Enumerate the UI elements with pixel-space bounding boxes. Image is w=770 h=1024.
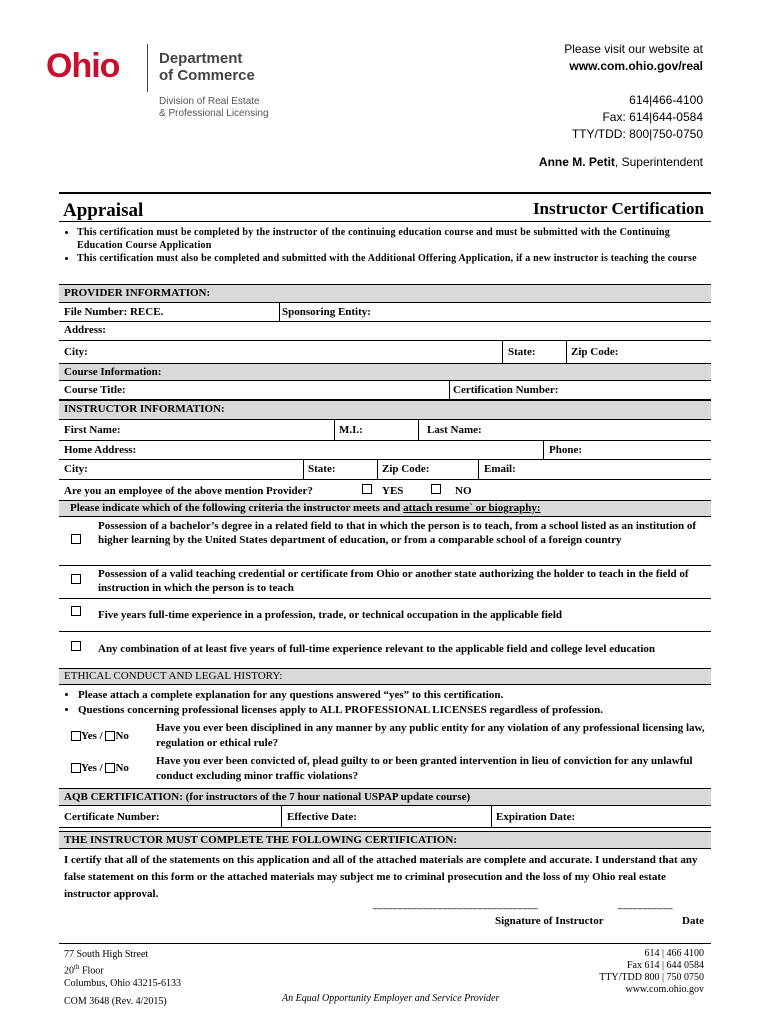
footer-contact (599, 948, 704, 996)
q1-text: Have you ever been disciplined in any manner by any public entity for any violation of any professional licensing law, regulation or ethical rule? (156, 722, 705, 749)
division-line2: & Professional Licensing (159, 108, 269, 119)
date-line[interactable]: ___________ (618, 900, 673, 910)
effective-date-label[interactable]: Effective Date: (287, 811, 357, 823)
website-url[interactable]: www.com.ohio.gov/real (569, 59, 703, 73)
signature-label: Signature of Instructor (495, 915, 604, 927)
criterion-2-text: Possession of a valid teaching credential or certificate from Ohio or another state authorizing the holder to teach in the field of instruction in which the person is to teach (98, 568, 689, 594)
contact-block (539, 41, 703, 171)
contact-fax: Fax: 614|644-0584 (602, 110, 703, 124)
q2-no-label: No (115, 762, 129, 774)
criterion-3-checkbox[interactable] (71, 606, 81, 616)
certification-section-header: THE INSTRUCTOR MUST COMPLETE THE FOLLOWING CERTIFICATION: (59, 831, 711, 849)
provider-address-label[interactable]: Address: (64, 324, 106, 336)
criteria-header-text: Please indicate which of the following criteria the instructor meets and (70, 502, 404, 514)
ethics-bullets (64, 688, 704, 718)
provider-row-2 (59, 321, 711, 341)
divider (418, 419, 419, 440)
ethics-bullet-2: • Questions concerning professional licenses apply to ALL PROFESSIONAL LICENSES regardless of profession. (78, 703, 704, 718)
divider (449, 380, 450, 399)
divider (303, 459, 304, 479)
certification-statement: I certify that all of the statements on this application and all of the attached materials are complete and accurate. I understand that any false statement on this form or the attached materials may subject me to criminal prosecution and the loss of my Ohio real estate instructor approval. (64, 854, 698, 900)
criterion-4-checkbox[interactable] (71, 641, 81, 651)
instructor-row-3 (59, 459, 711, 480)
certificate-number-label[interactable]: Certificate Number: (64, 811, 160, 823)
website-prompt: Please visit our website at (564, 42, 703, 56)
contact-tty: TTY/TDD: 800|750-0750 (571, 127, 703, 141)
instructor-city-label[interactable]: City: (64, 463, 88, 475)
home-address-label[interactable]: Home Address: (64, 444, 137, 456)
footer-street: 77 South High Street (64, 949, 149, 960)
footer-phone: 614 | 466 4100 (644, 948, 704, 959)
divider (279, 302, 280, 321)
q2-text: Have you ever been convicted of, plead guilty to or been granted intervention in lieu of conviction for any unlawful conduct excluding minor traffic violations? (156, 755, 693, 782)
divider (543, 440, 544, 459)
q2-yes-checkbox[interactable] (71, 763, 81, 773)
divider (478, 459, 479, 479)
divider (281, 805, 282, 827)
divider (491, 805, 492, 827)
provider-section-header: PROVIDER INFORMATION: (59, 284, 711, 303)
instructor-row-2 (59, 440, 711, 460)
division-line1: Division of Real Estate (159, 96, 260, 107)
department-name (159, 50, 255, 84)
form-id: COM 3648 (Rev. 4/2015) (64, 996, 167, 1007)
criterion-3 (59, 598, 711, 632)
criterion-1-checkbox[interactable] (71, 534, 81, 544)
aqb-row (59, 805, 711, 828)
instructor-zip-label[interactable]: Zip Code: (382, 463, 430, 475)
criterion-2-checkbox[interactable] (71, 574, 81, 584)
criterion-4-text: Any combination of at least five years of full-time experience relevant to the applicable field and college level education (98, 643, 656, 655)
form-subject: Appraisal (63, 200, 144, 221)
provider-row-3 (59, 340, 711, 364)
criteria-section-header (59, 500, 711, 517)
criterion-1-text: Possession of a bachelor’s degree in a related field to that in which the person is to teach, from a school listed as an institution of higher learning by the United States department of education, or from a comparable school of a foreign country (98, 520, 697, 546)
criterion-1 (59, 516, 711, 566)
sponsoring-entity-label[interactable]: Sponsoring Entity: (282, 306, 371, 318)
divider (334, 419, 335, 440)
ohio-logo (46, 47, 119, 86)
superintendent (539, 154, 703, 171)
employee-no-checkbox[interactable] (431, 484, 441, 494)
employee-question-row (64, 483, 704, 499)
division-name (159, 96, 269, 120)
form-title: Instructor Certification (532, 199, 704, 218)
date-label: Date (682, 915, 704, 927)
q1-answer (71, 730, 129, 742)
department-line2: of Commerce (159, 67, 255, 84)
footer-city: Columbus, Ohio 43215-6133 (64, 978, 181, 990)
ethics-question-2 (59, 753, 711, 785)
employee-yes-label: YES (382, 485, 404, 497)
q2-no-checkbox[interactable] (105, 763, 115, 773)
first-name-label[interactable]: First Name: (64, 424, 121, 436)
criterion-3-text: Five years full-time experience in a profession, trade, or technical occupation in the applicable field (98, 609, 562, 621)
employee-no-label: NO (455, 485, 472, 497)
divider (377, 459, 378, 479)
q1-no-label: No (115, 730, 129, 742)
divider (566, 340, 567, 363)
q1-yes-checkbox[interactable] (71, 731, 81, 741)
ethics-section-header: ETHICAL CONDUCT AND LEGAL HISTORY: (59, 668, 711, 685)
instructor-state-label[interactable]: State: (308, 463, 336, 475)
title-underline (59, 221, 711, 222)
title-rule (59, 192, 711, 194)
footer-rule (59, 943, 711, 944)
instructor-row-1 (59, 419, 711, 441)
ethics-question-1 (59, 720, 711, 752)
footer-address (64, 948, 181, 990)
course-section-header: Course Information: (59, 363, 711, 381)
instructor-section-header: INSTRUCTOR INFORMATION: (59, 400, 711, 420)
course-row (59, 380, 711, 400)
middle-initial-label[interactable]: M.I.: (339, 424, 363, 436)
instructor-phone-label[interactable]: Phone: (549, 444, 582, 456)
divider (502, 340, 503, 363)
criterion-2 (59, 565, 711, 599)
employee-question: Are you an employee of the above mention Provider? (64, 485, 313, 497)
last-name-label[interactable]: Last Name: (427, 424, 482, 436)
contact-phone: 614|466-4100 (629, 93, 703, 107)
equal-opportunity-statement: An Equal Opportunity Employer and Service Provider (282, 993, 500, 1004)
course-title-label[interactable]: Course Title: (64, 384, 126, 396)
aqb-section-header: AQB CERTIFICATION: (for instructors of the 7 hour national USPAP update course) (59, 788, 711, 806)
q2-yes-label: Yes / (81, 762, 103, 774)
employee-yes-checkbox[interactable] (362, 484, 372, 494)
signature-line[interactable]: _________________________________ (373, 900, 538, 910)
criteria-header-attach: attach resume` or biography: (403, 502, 541, 514)
intro-bullets (63, 226, 703, 265)
q2-answer (71, 762, 129, 774)
ohio-wordmark: Ohio (46, 47, 120, 85)
footer-tty: TTY/TDD 800 | 750 0750 (599, 972, 704, 983)
ethics-bullet-1: • Please attach a complete explanation for any questions answered “yes” to this certification. (78, 688, 704, 703)
instructor-email-label[interactable]: Email: (484, 463, 516, 475)
criterion-4 (59, 631, 711, 661)
q1-yes-label: Yes / (81, 730, 103, 742)
provider-zip-label[interactable]: Zip Code: (571, 346, 619, 358)
footer-fax: Fax 614 | 644 0584 (626, 960, 704, 971)
intro-bullet-1: • This certification must be completed by the instructor of the continuing education course and must be submitted with the Continuing Education Course Application (77, 226, 703, 252)
superintendent-title: , Superintendent (614, 155, 703, 169)
provider-row-1 (59, 302, 711, 322)
superintendent-name: Anne M. Petit (538, 155, 615, 169)
file-number-label: File Number: RECE. (64, 306, 164, 318)
footer-floor: 20th Floor (64, 963, 104, 977)
certification-number-label[interactable]: Certification Number: (453, 384, 559, 396)
provider-state-label[interactable]: State: (508, 346, 536, 358)
expiration-date-label[interactable]: Expiration Date: (496, 811, 576, 823)
department-line1: Department (159, 50, 243, 67)
provider-city-label[interactable]: City: (64, 346, 88, 358)
q1-no-checkbox[interactable] (105, 731, 115, 741)
intro-bullet-2: • This certification must also be completed and submitted with the Additional Offering Application, if a new instructor is teaching the course (77, 252, 703, 265)
logo-divider (147, 44, 148, 92)
footer-website[interactable]: www.com.ohio.gov (625, 984, 704, 995)
